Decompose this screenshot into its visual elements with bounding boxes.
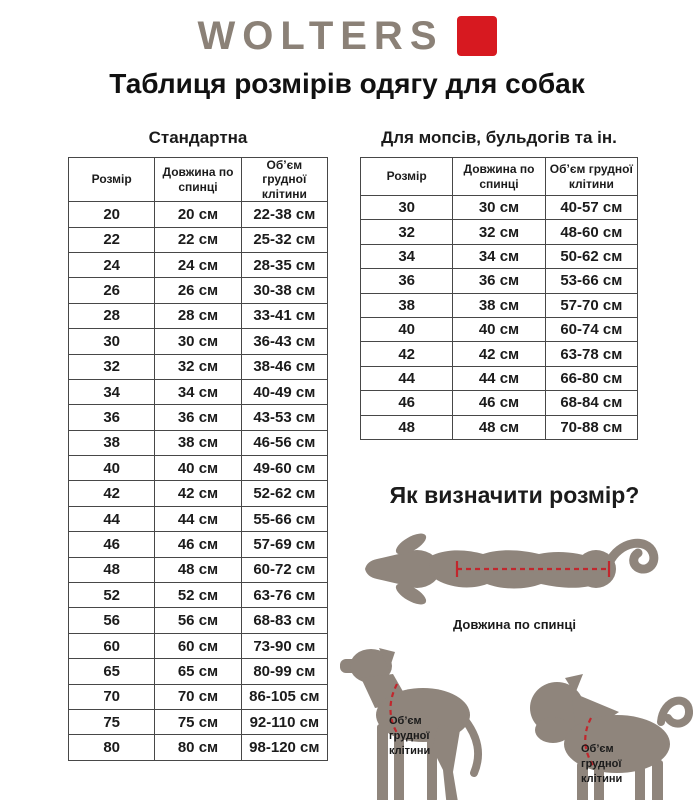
table-row — [69, 709, 328, 734]
column-header: Довжина по спинці — [155, 158, 241, 202]
table-cell: 20 — [69, 202, 155, 227]
table-cell: 33-41 см — [241, 303, 327, 328]
table-row — [69, 354, 328, 379]
table-cell: 56 см — [155, 608, 241, 633]
table-cell: 36 см — [155, 405, 241, 430]
table-cell: 36 — [361, 269, 453, 293]
table-cell: 60-72 см — [241, 557, 327, 582]
table-cell: 22 см — [155, 227, 241, 252]
table-cell: 75 см — [155, 709, 241, 734]
table-cell: 48 см — [453, 415, 545, 439]
how-to-title: Як визначити розмір? — [389, 482, 640, 508]
table-row — [69, 684, 328, 709]
table-cell: 36-43 см — [241, 329, 327, 354]
table-cell: 38 — [69, 430, 155, 455]
table-row — [361, 269, 638, 293]
table-cell: 92-110 см — [241, 709, 327, 734]
side-view-dogs — [335, 640, 694, 800]
chest-girth-label-bulldog: Об’єм грудної клітини — [581, 743, 623, 785]
table-cell: 40-49 см — [241, 379, 327, 404]
table-cell: 80-99 см — [241, 659, 327, 684]
table-row — [69, 252, 328, 277]
table-cell: 50-62 см — [545, 244, 637, 268]
table-cell: 28 — [69, 303, 155, 328]
table-cell: 70 — [69, 684, 155, 709]
column-header: Розмір — [361, 158, 453, 196]
table-cell: 42 см — [453, 342, 545, 366]
table-cell: 52 см — [155, 583, 241, 608]
table-cell: 38 см — [155, 430, 241, 455]
table-cell: 22-38 см — [241, 202, 327, 227]
table-row — [69, 506, 328, 531]
table-cell: 42 — [361, 342, 453, 366]
table-row — [361, 415, 638, 439]
table-cell: 34 — [69, 379, 155, 404]
table-cell: 48 см — [155, 557, 241, 582]
table-cell: 65 — [69, 659, 155, 684]
table-cell: 46 см — [453, 391, 545, 415]
table-cell: 86-105 см — [241, 684, 327, 709]
wolters-logo — [0, 16, 694, 56]
standard-size-table — [68, 157, 328, 761]
table-cell: 48 — [69, 557, 155, 582]
table-row — [361, 220, 638, 244]
table-cell: 40 см — [155, 456, 241, 481]
table-row — [69, 227, 328, 252]
pugs-table-title: Для мопсів, бульдогів та ін. — [381, 128, 617, 147]
table-cell: 32 см — [155, 354, 241, 379]
table-cell: 63-76 см — [241, 583, 327, 608]
table-cell: 46-56 см — [241, 430, 327, 455]
table-row — [361, 244, 638, 268]
header-row — [69, 158, 328, 202]
table-cell: 68-84 см — [545, 391, 637, 415]
table-cell: 30 — [69, 329, 155, 354]
table-cell: 57-70 см — [545, 293, 637, 317]
column-header: Розмір — [69, 158, 155, 202]
table-row — [361, 196, 638, 220]
table-row — [361, 391, 638, 415]
table-cell: 56 — [69, 608, 155, 633]
table-row — [361, 342, 638, 366]
table-cell: 66-80 см — [545, 366, 637, 390]
table-row — [69, 430, 328, 455]
table-row — [69, 379, 328, 404]
table-cell: 26 см — [155, 278, 241, 303]
table-cell: 60 — [69, 633, 155, 658]
table-cell: 30-38 см — [241, 278, 327, 303]
table-cell: 60-74 см — [545, 317, 637, 341]
table-row — [69, 608, 328, 633]
table-cell: 53-66 см — [545, 269, 637, 293]
table-row — [69, 532, 328, 557]
table-cell: 40 см — [453, 317, 545, 341]
table-row — [69, 456, 328, 481]
pugs-size-section — [360, 128, 638, 440]
table-cell: 24 — [69, 252, 155, 277]
table-cell: 60 см — [155, 633, 241, 658]
column-header: Об’єм грудної клітини — [545, 158, 637, 196]
table-cell: 42 — [69, 481, 155, 506]
table-cell: 40 — [361, 317, 453, 341]
table-row — [69, 329, 328, 354]
table-cell: 48 — [361, 415, 453, 439]
table-cell: 44 — [361, 366, 453, 390]
table-cell: 52-62 см — [241, 481, 327, 506]
table-row — [69, 202, 328, 227]
table-cell: 34 см — [453, 244, 545, 268]
table-cell: 44 — [69, 506, 155, 531]
table-cell: 36 см — [453, 269, 545, 293]
how-to-measure-section — [335, 482, 694, 800]
table-cell: 32 см — [453, 220, 545, 244]
table-cell: 55-66 см — [241, 506, 327, 531]
table-cell: 80 — [69, 735, 155, 760]
table-cell: 40-57 см — [545, 196, 637, 220]
table-cell: 98-120 см — [241, 735, 327, 760]
back-length-label: Довжина по спинці — [452, 617, 577, 632]
table-row — [69, 659, 328, 684]
table-row — [69, 633, 328, 658]
table-cell: 65 см — [155, 659, 241, 684]
table-cell: 48-60 см — [545, 220, 637, 244]
table-row — [69, 735, 328, 760]
table-row — [69, 481, 328, 506]
table-cell: 63-78 см — [545, 342, 637, 366]
table-row — [69, 303, 328, 328]
table-row — [361, 293, 638, 317]
table-cell: 32 — [361, 220, 453, 244]
table-cell: 30 — [361, 196, 453, 220]
table-cell: 43-53 см — [241, 405, 327, 430]
table-cell: 20 см — [155, 202, 241, 227]
table-cell: 24 см — [155, 252, 241, 277]
standard-table-head — [69, 158, 328, 202]
table-cell: 46 — [69, 532, 155, 557]
standard-table-body — [69, 202, 328, 761]
standard-table-title: Стандартна — [148, 128, 248, 147]
dog-top-view-illustration — [359, 521, 671, 615]
table-cell: 44 см — [155, 506, 241, 531]
table-cell: 73-90 см — [241, 633, 327, 658]
table-cell: 30 см — [155, 329, 241, 354]
table-cell: 26 — [69, 278, 155, 303]
table-cell: 22 — [69, 227, 155, 252]
table-cell: 38-46 см — [241, 354, 327, 379]
table-row — [361, 366, 638, 390]
table-cell: 46 см — [155, 532, 241, 557]
table-cell: 28-35 см — [241, 252, 327, 277]
logo-red-square — [457, 16, 497, 56]
table-cell: 42 см — [155, 481, 241, 506]
table-cell: 34 см — [155, 379, 241, 404]
table-cell: 70 см — [155, 684, 241, 709]
logo-text: WOLTERS — [197, 14, 444, 58]
page-title: Таблиця розмірів одягу для собак — [109, 68, 585, 99]
table-row — [69, 583, 328, 608]
table-cell: 34 — [361, 244, 453, 268]
column-header: Об’єм грудної клітини — [241, 158, 327, 202]
pugs-table-head — [361, 158, 638, 196]
table-row — [69, 557, 328, 582]
table-row — [69, 278, 328, 303]
table-cell: 49-60 см — [241, 456, 327, 481]
table-cell: 25-32 см — [241, 227, 327, 252]
table-cell: 70-88 см — [545, 415, 637, 439]
pugs-table-body — [361, 196, 638, 440]
column-header: Довжина по спинці — [453, 158, 545, 196]
table-row — [69, 405, 328, 430]
standard-size-section — [68, 128, 328, 761]
table-cell: 30 см — [453, 196, 545, 220]
table-cell: 38 см — [453, 293, 545, 317]
chest-girth-label-large-dog: Об’єм грудної клітини — [389, 715, 431, 757]
table-row — [361, 317, 638, 341]
table-cell: 44 см — [453, 366, 545, 390]
table-cell: 57-69 см — [241, 532, 327, 557]
table-cell: 52 — [69, 583, 155, 608]
table-cell: 75 — [69, 709, 155, 734]
table-cell: 80 см — [155, 735, 241, 760]
pugs-size-table — [360, 157, 638, 440]
table-cell: 40 — [69, 456, 155, 481]
table-cell: 28 см — [155, 303, 241, 328]
table-cell: 46 — [361, 391, 453, 415]
table-cell: 68-83 см — [241, 608, 327, 633]
table-cell: 36 — [69, 405, 155, 430]
table-cell: 38 — [361, 293, 453, 317]
table-cell: 32 — [69, 354, 155, 379]
header-row — [361, 158, 638, 196]
